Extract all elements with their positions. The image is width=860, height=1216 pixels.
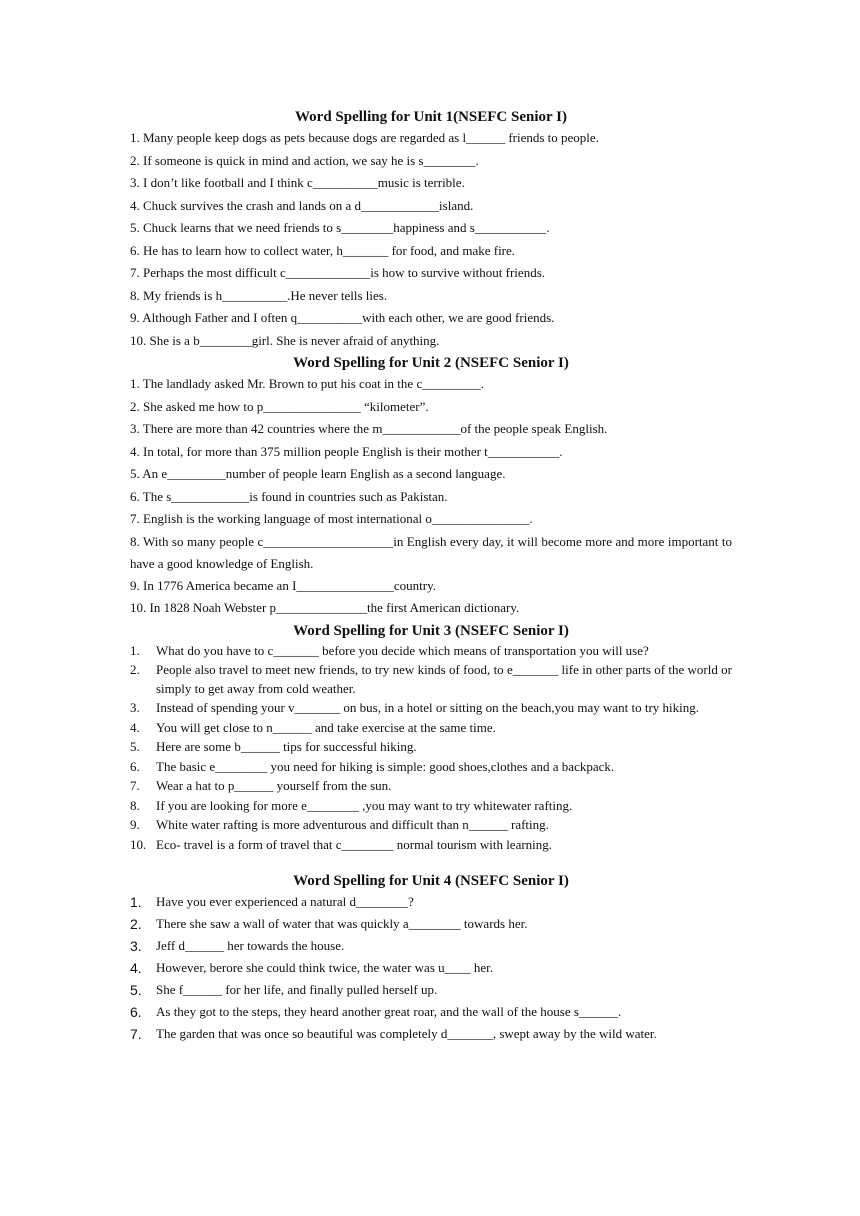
unit1-item-1: 1. Many people keep dogs as pets because dogs are regarded as l______ friends to people.	[130, 130, 599, 145]
item-text: As they got to the steps, they heard another great roar, and the wall of the house s______.	[156, 1004, 622, 1020]
item-number: 3.	[130, 938, 142, 955]
unit2-item-10: 10. In 1828 Noah Webster p______________the first American dictionary.	[130, 600, 520, 616]
unit2-title: Word Spelling for Unit 2 (NSEFC Senior I)	[293, 355, 569, 371]
item-number: 2.	[130, 662, 140, 678]
list-item	[130, 719, 732, 738]
item-number: 4.	[130, 719, 140, 735]
unit1-item-6: 6. He has to learn how to collect water, h_______ for food, and make fire.	[130, 242, 516, 258]
item-number: 7.	[130, 778, 140, 794]
item-text: You will get close to n______ and take exercise at the same time.	[156, 719, 496, 735]
item-number: 9.	[130, 817, 140, 833]
unit1-item-10: 10. She is a b________girl. She is never afraid of anything.	[130, 332, 440, 348]
item-number: 1.	[130, 894, 142, 911]
unit2-item-1: 1. The landlady asked Mr. Brown to put his coat in the c_________.	[130, 376, 484, 391]
list-item	[130, 738, 732, 757]
item-text: Wear a hat to p______ yourself from the sun.	[156, 778, 392, 794]
list-item	[130, 979, 732, 1001]
list-item	[130, 935, 732, 957]
item-text: Here are some b______ tips for successful hiking.	[156, 739, 417, 755]
unit2-item-5: 5. An e_________number of people learn English as a second language.	[130, 466, 506, 481]
unit4-list	[130, 891, 732, 1044]
unit1-section	[130, 106, 732, 352]
unit1-item-2: 2. If someone is quick in mind and action, we say he is s________.	[130, 152, 479, 168]
item-number: 6.	[130, 1004, 142, 1021]
unit3-section	[130, 620, 732, 855]
worksheet-page	[130, 106, 732, 1044]
list-item	[130, 891, 732, 913]
item-text: If you are looking for more e________ ,you may want to try whitewater rafting.	[156, 797, 573, 813]
item-number: 5.	[130, 982, 142, 999]
item-number: 1.	[130, 642, 140, 658]
item-text: Have you ever experienced a natural d________?	[156, 894, 414, 910]
list-item	[130, 642, 732, 661]
unit4-title: Word Spelling for Unit 4 (NSEFC Senior I)	[293, 873, 569, 890]
item-text: Jeff d______ her towards the house.	[156, 938, 345, 954]
item-text: What do you have to c_______ before you decide which means of transportation you will use?	[156, 642, 649, 658]
item-text: People also travel to meet new friends, to try new kinds of food, to e_______ life in other parts of the world or simply to get away from cold weather.	[156, 662, 732, 696]
item-text: Instead of spending your v_______ on bus, in a hotel or sitting on the beach,you may want to try hiking.	[156, 700, 700, 716]
list-item	[130, 1001, 732, 1023]
list-item	[130, 816, 732, 835]
unit2-item-4: 4. In total, for more than 375 million people English is their mother t___________.	[130, 443, 563, 459]
list-item	[130, 758, 732, 777]
unit1-title: Word Spelling for Unit 1(NSEFC Senior I)	[295, 109, 567, 125]
unit2-item-8: 8. With so many people c____________________in English every day, it will become more and more important to have a good knowledge of English.	[130, 533, 732, 571]
unit2-item-6: 6. The s____________is found in countries such as Pakistan.	[130, 488, 448, 504]
unit1-item-3: 3. I don’t like football and I think c__________music is terrible.	[130, 175, 465, 190]
item-text: The basic e________ you need for hiking is simple: good shoes,clothes and a backpack.	[156, 758, 615, 774]
item-text: There she saw a wall of water that was quickly a________ towards her.	[156, 916, 528, 932]
unit1-item-7: 7. Perhaps the most difficult c_____________is how to survive without friends.	[130, 265, 545, 280]
item-number: 5.	[130, 739, 140, 755]
unit2-item-3: 3. There are more than 42 countries where the m____________of the people speak English.	[130, 421, 608, 436]
item-text: The garden that was once so beautiful was completely d_______, swept away by the wild water.	[156, 1026, 657, 1042]
unit1-item-8: 8. My friends is h__________.He never tells lies.	[130, 287, 388, 303]
unit3-list	[130, 642, 732, 855]
unit2-item-7: 7. English is the working language of most international o_______________.	[130, 511, 533, 526]
list-item	[130, 1024, 732, 1044]
unit3-title: Word Spelling for Unit 3 (NSEFC Senior I)	[293, 622, 569, 639]
item-text: She f______ for her life, and finally pulled herself up.	[156, 982, 438, 998]
item-number: 8.	[130, 797, 140, 813]
unit4-section	[130, 870, 732, 1044]
item-text: Eco- travel is a form of travel that c________ normal tourism with learning.	[156, 836, 553, 852]
item-number: 2.	[130, 916, 142, 933]
item-number: 6.	[130, 758, 140, 774]
list-item	[130, 957, 732, 979]
list-item	[130, 836, 732, 855]
unit2-item-9: 9. In 1776 America became an I_______________country.	[130, 577, 437, 593]
list-item	[130, 913, 732, 935]
list-item	[130, 661, 732, 698]
item-text: White water rafting is more adventurous and difficult than n______ rafting.	[156, 817, 549, 833]
item-number: 10.	[130, 836, 147, 852]
unit2-section	[130, 352, 732, 620]
item-text: However, berore she could think twice, the water was u____ her.	[156, 960, 494, 976]
unit1-item-5: 5. Chuck learns that we need friends to s________happiness and s___________.	[130, 220, 550, 235]
unit1-item-4: 4. Chuck survives the crash and lands on a d____________island.	[130, 197, 474, 213]
list-item	[130, 797, 732, 816]
item-number: 7.	[130, 1026, 142, 1043]
item-number: 3.	[130, 700, 140, 716]
unit2-item-2: 2. She asked me how to p_______________ “kilometer”.	[130, 398, 429, 414]
item-number: 4.	[130, 960, 142, 977]
list-item	[130, 777, 732, 796]
list-item	[130, 699, 732, 718]
unit1-item-9: 9. Although Father and I often q__________with each other, we are good friends.	[130, 310, 555, 325]
